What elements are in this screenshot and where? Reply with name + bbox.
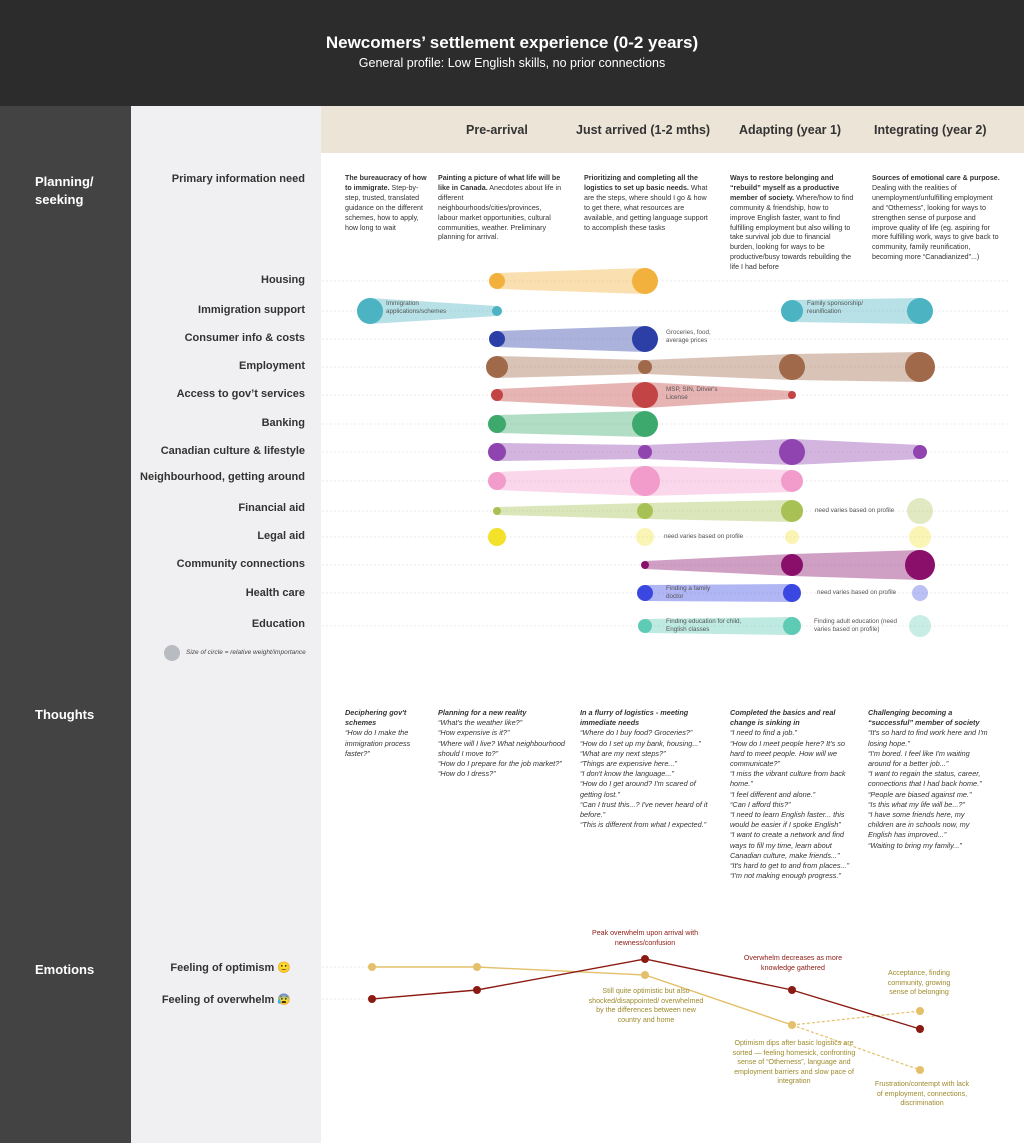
importance-circle: [492, 306, 502, 316]
thought-quote: “How do I get around? I'm scared of getting lost.”: [580, 779, 696, 799]
importance-circle: [907, 298, 933, 324]
row-label: Employment: [238, 360, 305, 372]
overwhelm-label-text: Feeling of overwhelm: [161, 994, 275, 1006]
thought-heading: Deciphering gov't schemes: [345, 708, 407, 728]
phase-integrating: Integrating (year 2): [874, 123, 987, 137]
thought-heading: Challenging becoming a “successful” member of society: [868, 708, 980, 728]
thought-quote: “People are biased against me.”: [868, 789, 972, 799]
anxious-face-icon: 😰: [277, 994, 291, 1006]
thought-quote: “I need to find a job.”: [730, 728, 797, 738]
note-education: Finding education for child, English classes: [666, 618, 742, 633]
importance-circle: [488, 443, 506, 461]
thought-quote: “I have some friends here, my children are in schools now, my English has improved...”: [868, 810, 970, 840]
thought-column: [580, 708, 710, 830]
thought-quote: “How do I make the immigration process faster?”: [345, 728, 411, 758]
optimism-line: [372, 967, 792, 1025]
thought-quote: “It's hard to get to and from places...”: [730, 861, 850, 871]
row-label: Housing: [261, 274, 305, 286]
annotation-frustration: Frustration/contempt with lack of employment, connections, discrimination: [874, 1080, 970, 1108]
row-label: Canadian culture & lifestyle: [160, 445, 305, 457]
info-need-body: Step-by-step, trusted, translated guidance on the different schemes, how to apply, how long to wait: [345, 183, 423, 232]
importance-circle: [488, 472, 506, 490]
thought-quote: “How do I prepare for the job market?”: [438, 759, 562, 769]
thought-heading: Completed the basics and real change is sinking in: [730, 708, 836, 728]
thought-heading: In a flurry of logistics - meeting immediate needs: [580, 708, 689, 728]
importance-circle: [491, 389, 503, 401]
importance-circle: [493, 507, 501, 515]
thought-quote: “What are my next steps?”: [580, 748, 666, 758]
row-label: Access to gov’t services: [176, 388, 305, 400]
importance-circle: [632, 411, 658, 437]
page-subtitle: General profile: Low English skills, no prior connections: [358, 56, 666, 70]
row-band: [497, 443, 645, 461]
importance-circle: [641, 561, 649, 569]
thought-quote: “This is different from what I expected.”: [580, 820, 707, 830]
optimism-label-text: Feeling of optimism: [170, 962, 275, 974]
legend-text: Size of circle = relative weight/importance: [186, 649, 306, 656]
importance-circle: [909, 526, 931, 548]
row-band: [792, 352, 920, 382]
importance-circle: [489, 331, 505, 347]
info-need-title: Prioritizing and completing all the logistics to set up basic needs.: [584, 174, 698, 192]
importance-circle: [632, 326, 658, 352]
info-need-body: What are the steps, where should I go & how to get there, what resources are available, and getting language support to accomplish these tasks: [584, 183, 708, 232]
overwhelm-point: [368, 995, 376, 1003]
importance-circle: [905, 550, 935, 580]
row-band: [497, 503, 645, 519]
thought-quote: “I feel different and alone.”: [730, 789, 816, 799]
importance-circle: [636, 528, 654, 546]
info-need-title: Ways to restore belonging and “rebuild” myself as a productive member of society.: [730, 174, 840, 202]
primary-info-label: Primary information need: [171, 173, 305, 185]
thought-column: [730, 708, 856, 881]
optimism-point: [473, 963, 481, 971]
thought-quote: “I miss the vibrant culture from back home.”: [730, 769, 846, 789]
importance-circle: [638, 619, 652, 633]
thought-column: [345, 708, 427, 759]
row-label: Legal aid: [257, 530, 305, 542]
row-band: [645, 466, 792, 496]
note-legal: need varies based on profile: [664, 533, 744, 540]
phase-pre-arrival: Pre-arrival: [466, 123, 528, 137]
importance-circle: [632, 268, 658, 294]
thought-quote: “I need to learn English faster... this would be easier if I spoke English”: [730, 810, 845, 830]
thought-quote: “I'm not making enough progress.”: [730, 871, 841, 881]
row-label: Community connections: [176, 558, 305, 570]
note-health: Finding a family doctor: [666, 585, 711, 600]
optimism-point: [916, 1066, 924, 1074]
thought-quote: “How do I set up my bank, housing...”: [580, 738, 701, 748]
importance-circle: [783, 584, 801, 602]
row-band: [497, 356, 645, 378]
info-need-body: Anecdotes about life in different neighbourhoods/cities/provinces, labour market opportunities, cultural communities, weather. Preliminary planning for arrival.: [438, 183, 562, 242]
importance-circle: [357, 298, 383, 324]
thought-quote: “I want to regain the status, career, connections that I had back home.”: [868, 769, 982, 789]
thought-quote: “Can I afford this?”: [730, 799, 791, 809]
importance-circle: [779, 439, 805, 465]
row-label: Financial aid: [238, 502, 305, 514]
row-band: [645, 439, 792, 465]
thought-column: [868, 708, 988, 851]
overwhelm-label: [162, 993, 291, 1006]
annotation-still-optimistic: Still quite optimistic but also shocked/disappointed/ overwhelmed by the differences between new country and home: [588, 987, 704, 1024]
importance-circle: [783, 617, 801, 635]
importance-circle: [781, 300, 803, 322]
thought-quote: “Is this what my life will be...?”: [868, 799, 965, 809]
importance-circle: [488, 528, 506, 546]
annotation-decrease: Overwhelm decreases as more knowledge gathered: [743, 954, 843, 972]
annotation-peak: Peak overwhelm upon arrival with newness/confusion: [591, 929, 699, 947]
overwhelm-point: [473, 986, 481, 994]
thought-quote: “How do I dress?”: [438, 769, 496, 779]
row-label: Education: [251, 618, 305, 630]
thought-quote: “Waiting to bring my family...”: [868, 840, 962, 850]
section-thoughts: Thoughts: [35, 707, 95, 722]
importance-circle: [632, 382, 658, 408]
row-label: Neighbourhood, getting around: [140, 471, 305, 483]
optimism-point: [368, 963, 376, 971]
thought-quote: “I'm bored. I feel like I'm waiting around for a better job...”: [868, 748, 970, 769]
note-govt: MSP, SIN, Driver's License: [666, 386, 718, 401]
note-health-2: need varies based on profile: [817, 589, 897, 596]
thought-quote: “It's so hard to find work here and I'm losing hope.”: [868, 728, 988, 748]
optimism-label: [170, 961, 291, 974]
importance-circle: [909, 615, 931, 637]
row-band: [497, 268, 645, 294]
thought-quote: “What's the weather like?”: [438, 718, 523, 728]
annotation-dips: Optimism dips after basic logistics are sorted — feeling homesick, confronting sense of “Otherness”, language and employment barriers and slow pace of integration: [732, 1039, 856, 1086]
thought-quote: “Where do I buy food? Groceries?”: [580, 728, 693, 738]
importance-circle: [905, 352, 935, 382]
row-band: [792, 550, 920, 580]
importance-circle: [781, 470, 803, 492]
thought-heading: Planning for a new reality: [438, 708, 527, 717]
thought-quote: “Can I trust this...? I've never heard of it before.”: [580, 799, 708, 820]
info-need-body: Where/how to find community & friendship, how to improve English faster, want to find fulfilling employment but also willing to take survival job due to financial burden, looking for ways to be productive/busy towards rebuilding the life I had before: [730, 193, 854, 272]
importance-circle: [788, 391, 796, 399]
note-education-2: Finding adult education (need varies based on profile): [814, 618, 897, 633]
importance-circle: [630, 466, 660, 496]
importance-circle: [637, 503, 653, 519]
importance-circle: [781, 554, 803, 576]
importance-circle: [638, 445, 652, 459]
optimism-point: [788, 1021, 796, 1029]
row-label: Consumer info & costs: [184, 332, 305, 344]
importance-circle: [913, 445, 927, 459]
row-label: Banking: [261, 417, 305, 429]
importance-circle: [637, 585, 653, 601]
importance-circle: [781, 500, 803, 522]
row-band: [645, 500, 792, 522]
section-emotions: Emotions: [35, 962, 95, 977]
row-label: Health care: [245, 587, 305, 599]
row-band: [497, 466, 645, 496]
note-family: Family sponsorship/ reunification: [807, 300, 863, 315]
page-title: Newcomers’ settlement experience (0-2 years): [325, 33, 699, 52]
phase-adapting: Adapting (year 1): [739, 123, 842, 137]
row-label: Immigration support: [198, 304, 305, 316]
thought-column: [438, 708, 568, 779]
row-band: [497, 382, 645, 408]
info-need-title: The bureaucracy of how to immigrate.: [345, 174, 427, 192]
thought-quote: “How expensive is it?”: [438, 728, 510, 738]
importance-circle: [488, 415, 506, 433]
importance-circle: [907, 498, 933, 524]
thought-quote: “Where will I live? What neighbourhood should I move to?”: [438, 738, 565, 758]
thought-quote: “I want to create a network and find ways to fill my time, learn about Canadian culture, make friends...”: [730, 830, 844, 860]
note-consumer: Groceries, food, average prices: [666, 329, 711, 344]
thought-quote: “How do I meet people here? It's so hard to meet people. How will we communicate?”: [730, 738, 845, 769]
note-immigration: Immigration applications/schemes: [386, 300, 447, 315]
importance-circle: [785, 530, 799, 544]
legend-circle: [164, 645, 180, 661]
importance-circle: [779, 354, 805, 380]
row-band: [792, 439, 920, 465]
note-financial: need varies based on profile: [815, 507, 895, 514]
thought-quote: “Things are expensive here...”: [580, 759, 677, 769]
info-need-title: Painting a picture of what life will be like in Canada.: [438, 174, 561, 192]
thought-quote: “I don't know the language...”: [580, 769, 674, 779]
importance-circle: [638, 360, 652, 374]
section-planning: Planning/ seeking: [35, 174, 94, 207]
importance-circle: [489, 273, 505, 289]
importance-circle: [912, 585, 928, 601]
row-band: [497, 411, 645, 437]
row-band: [497, 326, 645, 352]
annotation-acceptance: Acceptance, finding community, growing sense of belonging: [887, 969, 951, 997]
info-need-title: Sources of emotional care & purpose.: [872, 174, 1000, 182]
phase-just-arrived: Just arrived (1-2 mths): [576, 123, 711, 137]
smile-icon: 🙂: [277, 962, 291, 974]
importance-circle: [486, 356, 508, 378]
info-need-body: Dealing with the realities of unemployment/unfulfilling employment and “Otherness”, looking for ways to strengthen sense of purpose and improve quality of life (eg. aspiring for more fulfilling work, ways to give back to community, family reunification, becoming more “Canadianized”...): [872, 183, 999, 262]
